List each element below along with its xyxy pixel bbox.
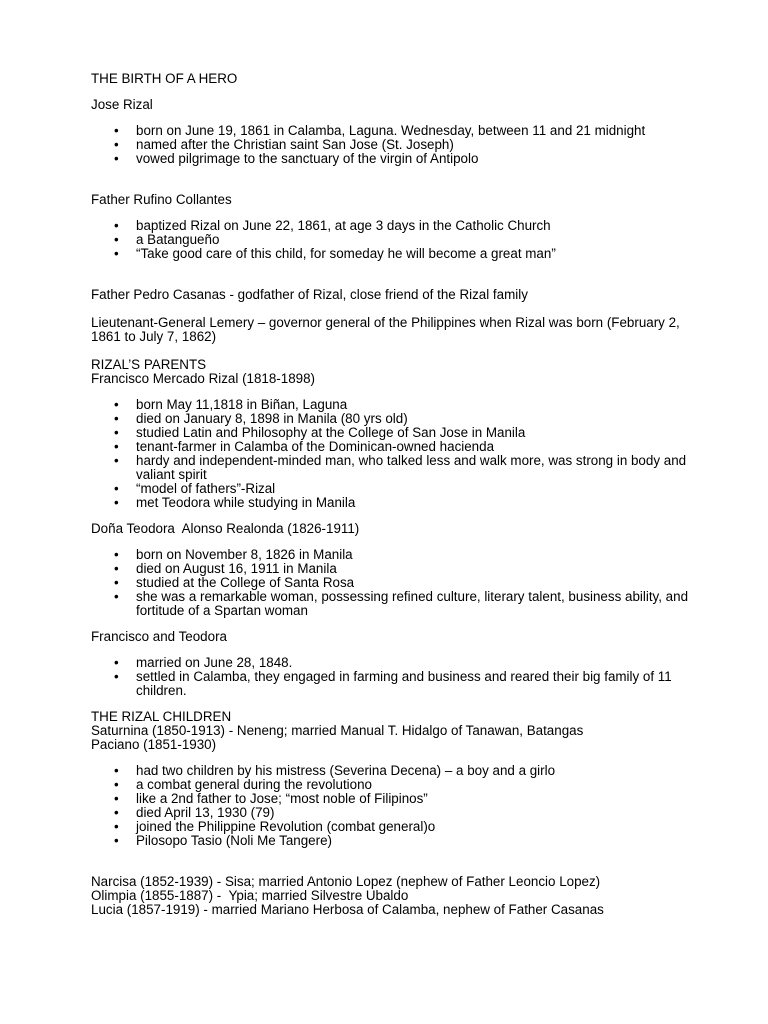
doc-title: THE BIRTH OF A HERO (91, 71, 238, 86)
list-item: • had two children by his mistress (Severina Decena) – a boy and a girlo (114, 763, 556, 778)
list-item: • “model of fathers”-Rizal (114, 481, 276, 496)
bullet-icon: • (114, 137, 119, 152)
section-heading-children: THE RIZAL CHILDREN (91, 709, 232, 724)
bullet-icon: • (114, 575, 119, 590)
list-item: • died April 13, 1930 (79) (114, 805, 275, 820)
subheading-francisco-and-teodora: Francisco and Teodora (91, 629, 227, 644)
bullet-icon: • (114, 655, 119, 670)
list-item: • joined the Philippine Revolution (combat general)o (114, 819, 436, 834)
child-paciano: Paciano (1851-1930) (91, 737, 217, 752)
list-item: • born on November 8, 1826 in Manila (114, 547, 353, 562)
bullet-list-francisco (91, 398, 691, 510)
list-item: • born May 11,1818 in Biñan, Laguna (114, 397, 348, 412)
bullet-icon: • (114, 151, 119, 166)
list-item: • a combat general during the revolutiono (114, 777, 372, 792)
subheading-francisco: Francisco Mercado Rizal (1818-1898) (91, 371, 316, 386)
bullet-icon: • (114, 425, 119, 440)
bullet-icon: • (114, 232, 119, 247)
bullet-icon: • (114, 805, 119, 820)
list-item: • “Take good care of this child, for someday he will become a great man” (114, 246, 556, 261)
bullet-icon: • (114, 669, 119, 684)
list-item: • Pilosopo Tasio (Noli Me Tangere) (114, 833, 332, 848)
document-page (91, 72, 691, 917)
list-item: • she was a remarkable woman, possessing refined culture, literary talent, business ability, and fortitude of a Spartan woman (114, 589, 689, 618)
list-item: • married on June 28, 1848. (114, 655, 293, 670)
list-item: • died on January 8, 1898 in Manila (80 yrs old) (114, 411, 408, 426)
bullet-icon: • (114, 123, 119, 138)
bullet-icon: • (114, 439, 119, 454)
bullet-icon: • (114, 547, 119, 562)
section-heading-parents: RIZAL’S PARENTS (91, 357, 207, 372)
list-item: • died on August 16, 1911 in Manila (114, 561, 337, 576)
list-item: • studied at the College of Santa Rosa (114, 575, 355, 590)
casanas-paragraph: Father Pedro Casanas - godfather of Rizal, close friend of the Rizal family (91, 287, 528, 302)
bullet-icon: • (114, 763, 119, 778)
bullet-icon: • (114, 589, 119, 604)
child-saturnina: Saturnina (1850-1913) - Neneng; married Manual T. Hidalgo of Tanawan, Batangas (91, 723, 584, 738)
lemery-paragraph: Lieutenant-General Lemery – governor general of the Philippines when Rizal was born (February 2, 1861 to July 7, 1862) (91, 315, 684, 344)
section-heading-jose-rizal: Jose Rizal (91, 97, 153, 112)
bullet-list-collantes (91, 219, 691, 261)
list-item: • met Teodora while studying in Manila (114, 495, 356, 510)
list-item: • like a 2nd father to Jose; “most noble of Filipinos” (114, 791, 428, 806)
bullet-icon: • (114, 453, 119, 468)
bullet-icon: • (114, 791, 119, 806)
subheading-teodora: Doña Teodora Alonso Realonda (1826-1911) (91, 521, 360, 536)
bullet-icon: • (114, 218, 119, 233)
bullet-icon: • (114, 819, 119, 834)
bullet-list-couple (91, 656, 691, 698)
bullet-icon: • (114, 481, 119, 496)
child-olimpia: Olimpia (1855-1887) - Ypia; married Silvestre Ubaldo (91, 888, 409, 903)
list-item: • named after the Christian saint San Jose (St. Joseph) (114, 137, 454, 152)
list-item: • studied Latin and Philosophy at the College of San Jose in Manila (114, 425, 526, 440)
child-narcisa: Narcisa (1852-1939) - Sisa; married Antonio Lopez (nephew of Father Leoncio Lopez) (91, 874, 601, 889)
list-item: • settled in Calamba, they engaged in farming and business and reared their big family of 11 children. (114, 669, 672, 698)
bullet-list-jose-rizal (91, 124, 691, 166)
list-item: • a Batangueño (114, 232, 220, 247)
bullet-list-paciano (91, 764, 691, 848)
child-lucia: Lucia (1857-1919) - married Mariano Herbosa of Calamba, nephew of Father Casanas (91, 902, 604, 917)
list-item: • vowed pilgrimage to the sanctuary of the virgin of Antipolo (114, 151, 479, 166)
bullet-icon: • (114, 561, 119, 576)
bullet-icon: • (114, 246, 119, 261)
bullet-icon: • (114, 833, 119, 848)
list-item: • tenant-farmer in Calamba of the Dominican-owned hacienda (114, 439, 495, 454)
section-heading-collantes: Father Rufino Collantes (91, 192, 232, 207)
list-item: • hardy and independent-minded man, who talked less and walk more, was strong in body and valiant spirit (114, 453, 687, 482)
bullet-icon: • (114, 495, 119, 510)
list-item: • baptized Rizal on June 22, 1861, at age 3 days in the Catholic Church (114, 218, 551, 233)
list-item: • born on June 19, 1861 in Calamba, Laguna. Wednesday, between 11 and 21 midnight (114, 123, 646, 138)
bullet-icon: • (114, 411, 119, 426)
bullet-icon: • (114, 397, 119, 412)
bullet-icon: • (114, 777, 119, 792)
bullet-list-teodora (91, 548, 691, 618)
